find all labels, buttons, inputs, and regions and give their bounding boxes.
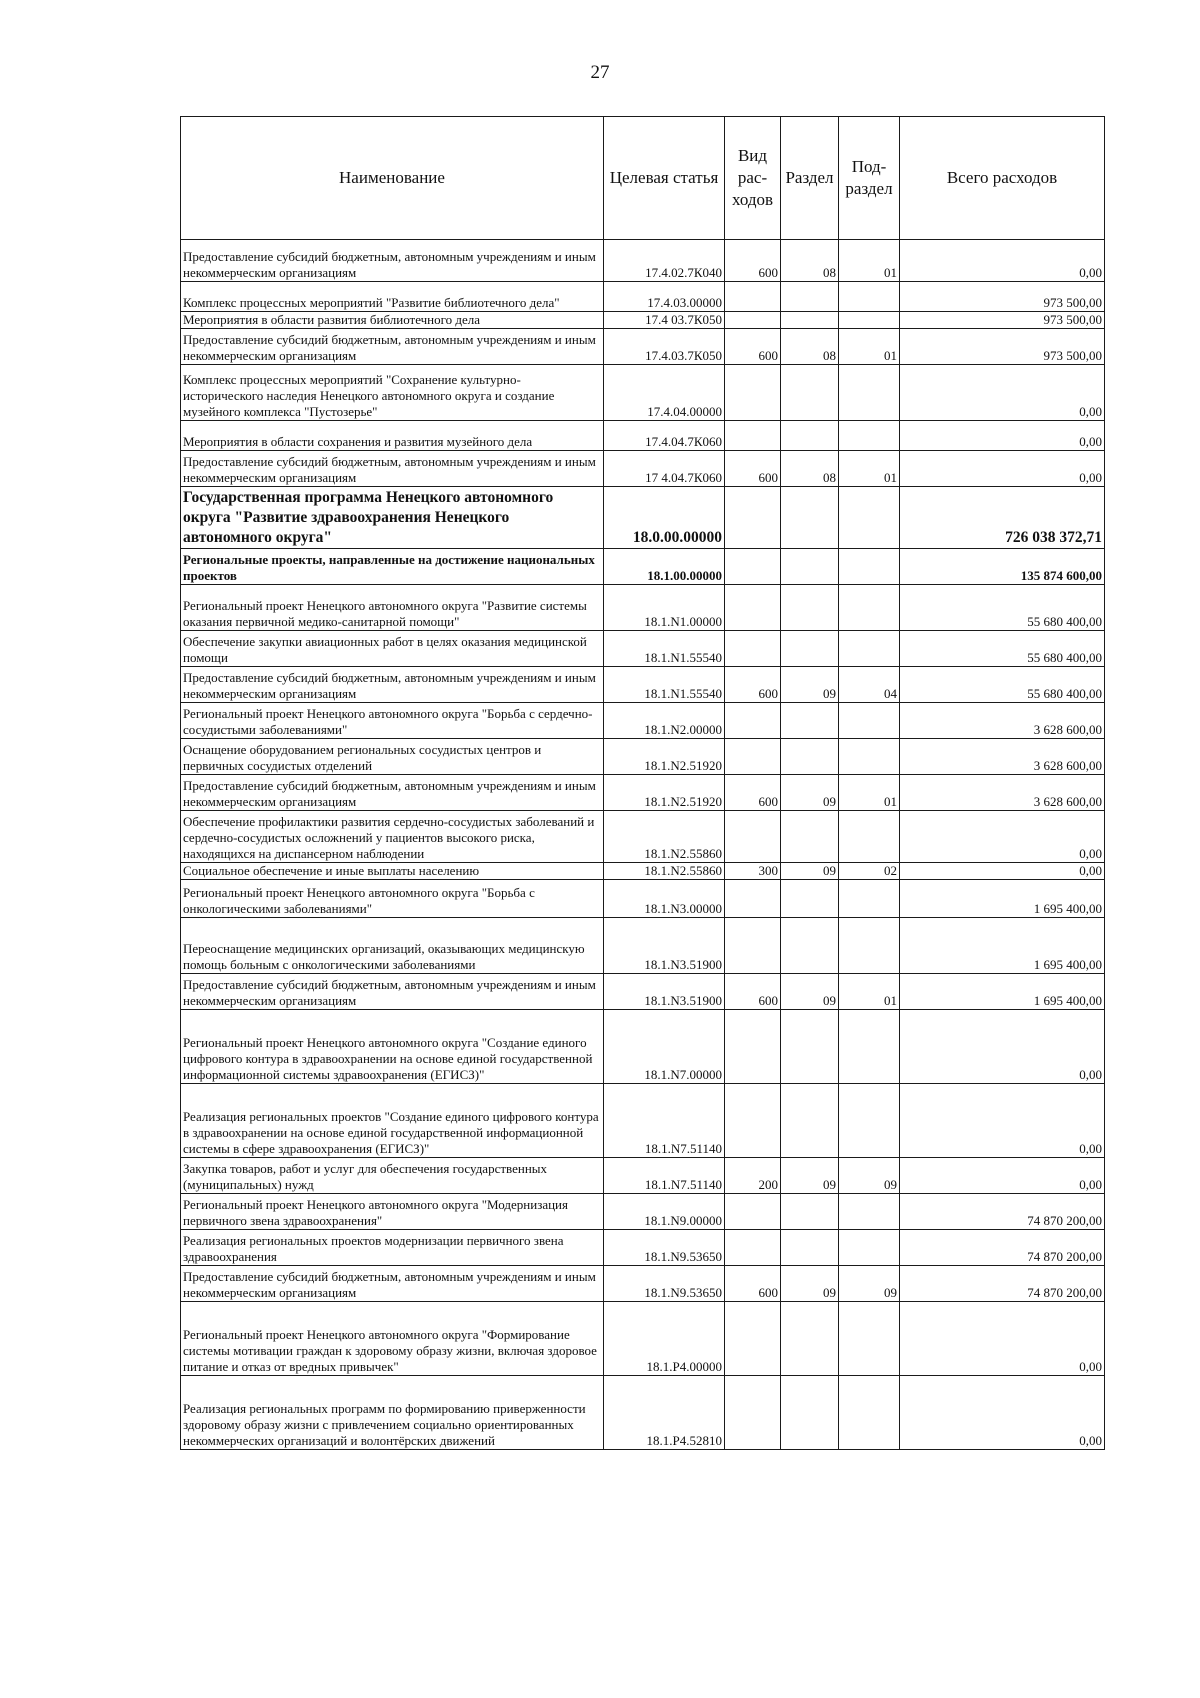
row-target-article: 18.1.N2.00000: [604, 703, 725, 739]
table-row: [181, 1194, 1105, 1230]
row-total: 973 500,00: [900, 312, 1105, 329]
row-subsection: 01: [839, 451, 900, 487]
row-subsection: [839, 312, 900, 329]
row-subsection: 09: [839, 1266, 900, 1302]
row-name: Региональный проект Ненецкого автономного округа "Модернизация первичного звена здравоохранения": [181, 1194, 604, 1230]
row-name: Предоставление субсидий бюджетным, автономным учреждениям и иным некоммерческим организациям: [181, 240, 604, 282]
row-expense-kind: 600: [725, 775, 781, 811]
row-name: Реализация региональных проектов модернизации первичного звена здравоохранения: [181, 1230, 604, 1266]
row-subsection: 01: [839, 775, 900, 811]
row-name: Закупка товаров, работ и услуг для обеспечения государственных (муниципальных) нужд: [181, 1158, 604, 1194]
row-total: 0,00: [900, 1010, 1105, 1084]
table-row: [181, 329, 1105, 365]
row-section: [781, 918, 839, 974]
header-name: Наименование: [181, 117, 604, 240]
row-target-article: 17.4.04.00000: [604, 365, 725, 421]
row-target-article: 18.1.N3.51900: [604, 918, 725, 974]
row-target-article: 18.1.N2.51920: [604, 775, 725, 811]
row-target-article: 18.1.N7.00000: [604, 1010, 725, 1084]
row-expense-kind: [725, 1230, 781, 1266]
row-target-article: 18.1.N9.53650: [604, 1266, 725, 1302]
row-subsection: 01: [839, 329, 900, 365]
row-name: Региональный проект Ненецкого автономного округа "Борьба с онкологическими заболеваниями": [181, 880, 604, 918]
header-section: Раздел: [781, 117, 839, 240]
table-row: [181, 631, 1105, 667]
row-subsection: [839, 1230, 900, 1266]
table-row: [181, 487, 1105, 549]
row-expense-kind: [725, 365, 781, 421]
row-total: 1 695 400,00: [900, 918, 1105, 974]
row-name: Региональные проекты, направленные на достижение национальных проектов: [181, 549, 604, 585]
row-section: [781, 549, 839, 585]
row-total: 0,00: [900, 240, 1105, 282]
row-expense-kind: [725, 739, 781, 775]
table-row: [181, 365, 1105, 421]
row-expense-kind: [725, 312, 781, 329]
row-section: [781, 1376, 839, 1450]
row-subsection: [839, 365, 900, 421]
table-row: [181, 1084, 1105, 1158]
row-expense-kind: 300: [725, 863, 781, 880]
row-target-article: 18.1.N3.00000: [604, 880, 725, 918]
row-target-article: 18.1.00.00000: [604, 549, 725, 585]
row-target-article: 17.4.02.7К040: [604, 240, 725, 282]
row-target-article: 18.1.N7.51140: [604, 1158, 725, 1194]
row-subsection: [839, 703, 900, 739]
row-section: 08: [781, 240, 839, 282]
row-target-article: 17 4.04.7К060: [604, 451, 725, 487]
row-name: Обеспечение закупки авиационных работ в целях оказания медицинской помощи: [181, 631, 604, 667]
row-name: Оснащение оборудованием региональных сосудистых центров и первичных сосудистых отделений: [181, 739, 604, 775]
table-row: [181, 974, 1105, 1010]
table-row: [181, 312, 1105, 329]
row-target-article: 18.1.N1.55540: [604, 667, 725, 703]
row-name: Региональный проект Ненецкого автономного округа "Создание единого цифрового контура в здравоохранении на основе единой государственной информационной системы здравоохранения (ЕГИСЗ)": [181, 1010, 604, 1084]
row-expense-kind: 600: [725, 667, 781, 703]
table-row: [181, 1376, 1105, 1450]
row-expense-kind: 600: [725, 240, 781, 282]
row-subsection: [839, 1376, 900, 1450]
header-expense-kind: Вид рас- ходов: [725, 117, 781, 240]
row-section: 09: [781, 863, 839, 880]
row-section: [781, 487, 839, 549]
row-expense-kind: 600: [725, 974, 781, 1010]
row-target-article: 18.1.N3.51900: [604, 974, 725, 1010]
row-subsection: [839, 1194, 900, 1230]
row-subsection: [839, 1010, 900, 1084]
row-section: [781, 312, 839, 329]
row-subsection: 01: [839, 974, 900, 1010]
row-name: Предоставление субсидий бюджетным, автономным учреждениям и иным некоммерческим организациям: [181, 667, 604, 703]
table-row: [181, 451, 1105, 487]
row-subsection: 04: [839, 667, 900, 703]
page-number: 27: [590, 62, 610, 83]
row-expense-kind: [725, 282, 781, 312]
table-row: [181, 282, 1105, 312]
row-target-article: 17.4.03.00000: [604, 282, 725, 312]
row-subsection: [839, 282, 900, 312]
row-section: [781, 880, 839, 918]
table-row: [181, 775, 1105, 811]
row-subsection: [839, 549, 900, 585]
row-expense-kind: [725, 1302, 781, 1376]
row-total: 0,00: [900, 451, 1105, 487]
table-header-row: [181, 117, 1105, 240]
row-total: 973 500,00: [900, 329, 1105, 365]
row-target-article: 17.4.04.7К060: [604, 421, 725, 451]
budget-table: [180, 116, 1105, 1450]
row-target-article: 18.0.00.00000: [604, 487, 725, 549]
row-subsection: [839, 1302, 900, 1376]
row-total: 3 628 600,00: [900, 775, 1105, 811]
table-row: [181, 703, 1105, 739]
row-section: [781, 1302, 839, 1376]
row-expense-kind: [725, 703, 781, 739]
row-total: 3 628 600,00: [900, 703, 1105, 739]
row-section: [781, 1194, 839, 1230]
row-target-article: 17.4.03.7К050: [604, 329, 725, 365]
row-total: 74 870 200,00: [900, 1194, 1105, 1230]
row-target-article: 18.1.P4.52810: [604, 1376, 725, 1450]
row-subsection: [839, 487, 900, 549]
table-row: [181, 880, 1105, 918]
row-expense-kind: [725, 1084, 781, 1158]
table-row: [181, 1266, 1105, 1302]
row-name: Реализация региональных проектов "Создание единого цифрового контура в здравоохранении на основе единой государственной информационной системы в сфере здравоохранения (ЕГИСЗ)": [181, 1084, 604, 1158]
row-section: 09: [781, 775, 839, 811]
row-total: 74 870 200,00: [900, 1230, 1105, 1266]
row-name: Социальное обеспечение и иные выплаты населению: [181, 863, 604, 880]
budget-table-body: [181, 240, 1105, 1450]
row-name: Комплекс процессных мероприятий "Развитие библиотечного дела": [181, 282, 604, 312]
row-total: 0,00: [900, 811, 1105, 863]
row-expense-kind: [725, 421, 781, 451]
row-subsection: [839, 1084, 900, 1158]
row-expense-kind: [725, 1376, 781, 1450]
row-name: Реализация региональных программ по формированию приверженности здоровому образу жизни с привлечением социально ориентированных некоммерческих организаций и волонтёрских движений: [181, 1376, 604, 1450]
row-section: [781, 739, 839, 775]
row-name: Переоснащение медицинских организаций, оказывающих медицинскую помощь больным с онкологическими заболеваниями: [181, 918, 604, 974]
table-row: [181, 1302, 1105, 1376]
row-expense-kind: 600: [725, 451, 781, 487]
row-expense-kind: [725, 549, 781, 585]
row-section: 09: [781, 1266, 839, 1302]
row-subsection: [839, 421, 900, 451]
table-row: [181, 549, 1105, 585]
table-row: [181, 585, 1105, 631]
row-subsection: [839, 631, 900, 667]
row-name: Предоставление субсидий бюджетным, автономным учреждениям и иным некоммерческим организациям: [181, 451, 604, 487]
row-expense-kind: [725, 585, 781, 631]
row-total: 74 870 200,00: [900, 1266, 1105, 1302]
table-row: [181, 1230, 1105, 1266]
row-total: 135 874 600,00: [900, 549, 1105, 585]
row-target-article: 18.1.N2.55860: [604, 863, 725, 880]
row-expense-kind: 600: [725, 1266, 781, 1302]
row-expense-kind: [725, 1010, 781, 1084]
row-subsection: [839, 880, 900, 918]
row-section: [781, 1230, 839, 1266]
row-expense-kind: [725, 1194, 781, 1230]
row-total: 3 628 600,00: [900, 739, 1105, 775]
row-name: Региональный проект Ненецкого автономного округа "Развитие системы оказания первичной медико-санитарной помощи": [181, 585, 604, 631]
row-expense-kind: [725, 631, 781, 667]
row-name: Предоставление субсидий бюджетным, автономным учреждениям и иным некоммерческим организациям: [181, 329, 604, 365]
row-section: 08: [781, 451, 839, 487]
table-row: [181, 918, 1105, 974]
row-name: Комплекс процессных мероприятий "Сохранение культурно-исторического наследия Ненецкого автономного округа и создание музейного комплекса "Пустозерье": [181, 365, 604, 421]
row-section: [781, 811, 839, 863]
row-total: 0,00: [900, 1084, 1105, 1158]
row-total: 0,00: [900, 1302, 1105, 1376]
row-total: 973 500,00: [900, 282, 1105, 312]
row-target-article: 17.4 03.7К050: [604, 312, 725, 329]
row-target-article: 18.1.N9.00000: [604, 1194, 725, 1230]
row-expense-kind: [725, 880, 781, 918]
table-row: [181, 739, 1105, 775]
row-expense-kind: 200: [725, 1158, 781, 1194]
table-row: [181, 421, 1105, 451]
row-subsection: [839, 918, 900, 974]
row-name: Государственная программа Ненецкого автономного округа "Развитие здравоохранения Ненецкого автономного округа": [181, 487, 604, 549]
row-section: 09: [781, 667, 839, 703]
row-target-article: 18.1.N1.55540: [604, 631, 725, 667]
row-target-article: 18.1.N2.55860: [604, 811, 725, 863]
row-name: Предоставление субсидий бюджетным, автономным учреждениям и иным некоммерческим организациям: [181, 974, 604, 1010]
row-name: Региональный проект Ненецкого автономного округа "Борьба с сердечно-сосудистыми заболеваниями": [181, 703, 604, 739]
row-section: [781, 585, 839, 631]
header-target-article: Целевая статья: [604, 117, 725, 240]
header-subsection: Под- раздел: [839, 117, 900, 240]
table-row: [181, 1158, 1105, 1194]
row-subsection: 02: [839, 863, 900, 880]
row-section: [781, 1084, 839, 1158]
row-section: [781, 631, 839, 667]
row-subsection: 01: [839, 240, 900, 282]
row-total: 0,00: [900, 1158, 1105, 1194]
table-row: [181, 863, 1105, 880]
row-expense-kind: [725, 918, 781, 974]
row-section: 08: [781, 329, 839, 365]
row-name: Мероприятия в области развития библиотечного дела: [181, 312, 604, 329]
row-target-article: 18.1.N9.53650: [604, 1230, 725, 1266]
row-section: [781, 282, 839, 312]
row-total: 55 680 400,00: [900, 585, 1105, 631]
row-total: 1 695 400,00: [900, 974, 1105, 1010]
row-expense-kind: 600: [725, 329, 781, 365]
row-name: Обеспечение профилактики развития сердечно-сосудистых заболеваний и сердечно-сосудистых осложнений у пациентов высокого риска, находящихся на диспансерном наблюдении: [181, 811, 604, 863]
row-target-article: 18.1.N1.00000: [604, 585, 725, 631]
row-subsection: [839, 585, 900, 631]
row-subsection: [839, 811, 900, 863]
row-target-article: 18.1.N2.51920: [604, 739, 725, 775]
row-total: 55 680 400,00: [900, 667, 1105, 703]
row-section: [781, 1010, 839, 1084]
row-subsection: [839, 739, 900, 775]
row-subsection: 09: [839, 1158, 900, 1194]
table-row: [181, 240, 1105, 282]
row-section: [781, 703, 839, 739]
table-row: [181, 667, 1105, 703]
row-name: Мероприятия в области сохранения и развития музейного дела: [181, 421, 604, 451]
row-total: 726 038 372,71: [900, 487, 1105, 549]
row-section: [781, 365, 839, 421]
row-name: Предоставление субсидий бюджетным, автономным учреждениям и иным некоммерческим организациям: [181, 775, 604, 811]
row-expense-kind: [725, 487, 781, 549]
row-total: 1 695 400,00: [900, 880, 1105, 918]
row-target-article: 18.1.P4.00000: [604, 1302, 725, 1376]
row-section: [781, 421, 839, 451]
row-total: 55 680 400,00: [900, 631, 1105, 667]
row-target-article: 18.1.N7.51140: [604, 1084, 725, 1158]
row-total: 0,00: [900, 365, 1105, 421]
row-total: 0,00: [900, 1376, 1105, 1450]
table-row: [181, 811, 1105, 863]
row-section: 09: [781, 1158, 839, 1194]
row-name: Предоставление субсидий бюджетным, автономным учреждениям и иным некоммерческим организациям: [181, 1266, 604, 1302]
row-total: 0,00: [900, 421, 1105, 451]
row-section: 09: [781, 974, 839, 1010]
row-expense-kind: [725, 811, 781, 863]
header-total: Всего расходов: [900, 117, 1105, 240]
row-name: Региональный проект Ненецкого автономного округа "Формирование системы мотивации граждан к здоровому образу жизни, включая здоровое питание и отказ от вредных привычек": [181, 1302, 604, 1376]
table-row: [181, 1010, 1105, 1084]
row-total: 0,00: [900, 863, 1105, 880]
